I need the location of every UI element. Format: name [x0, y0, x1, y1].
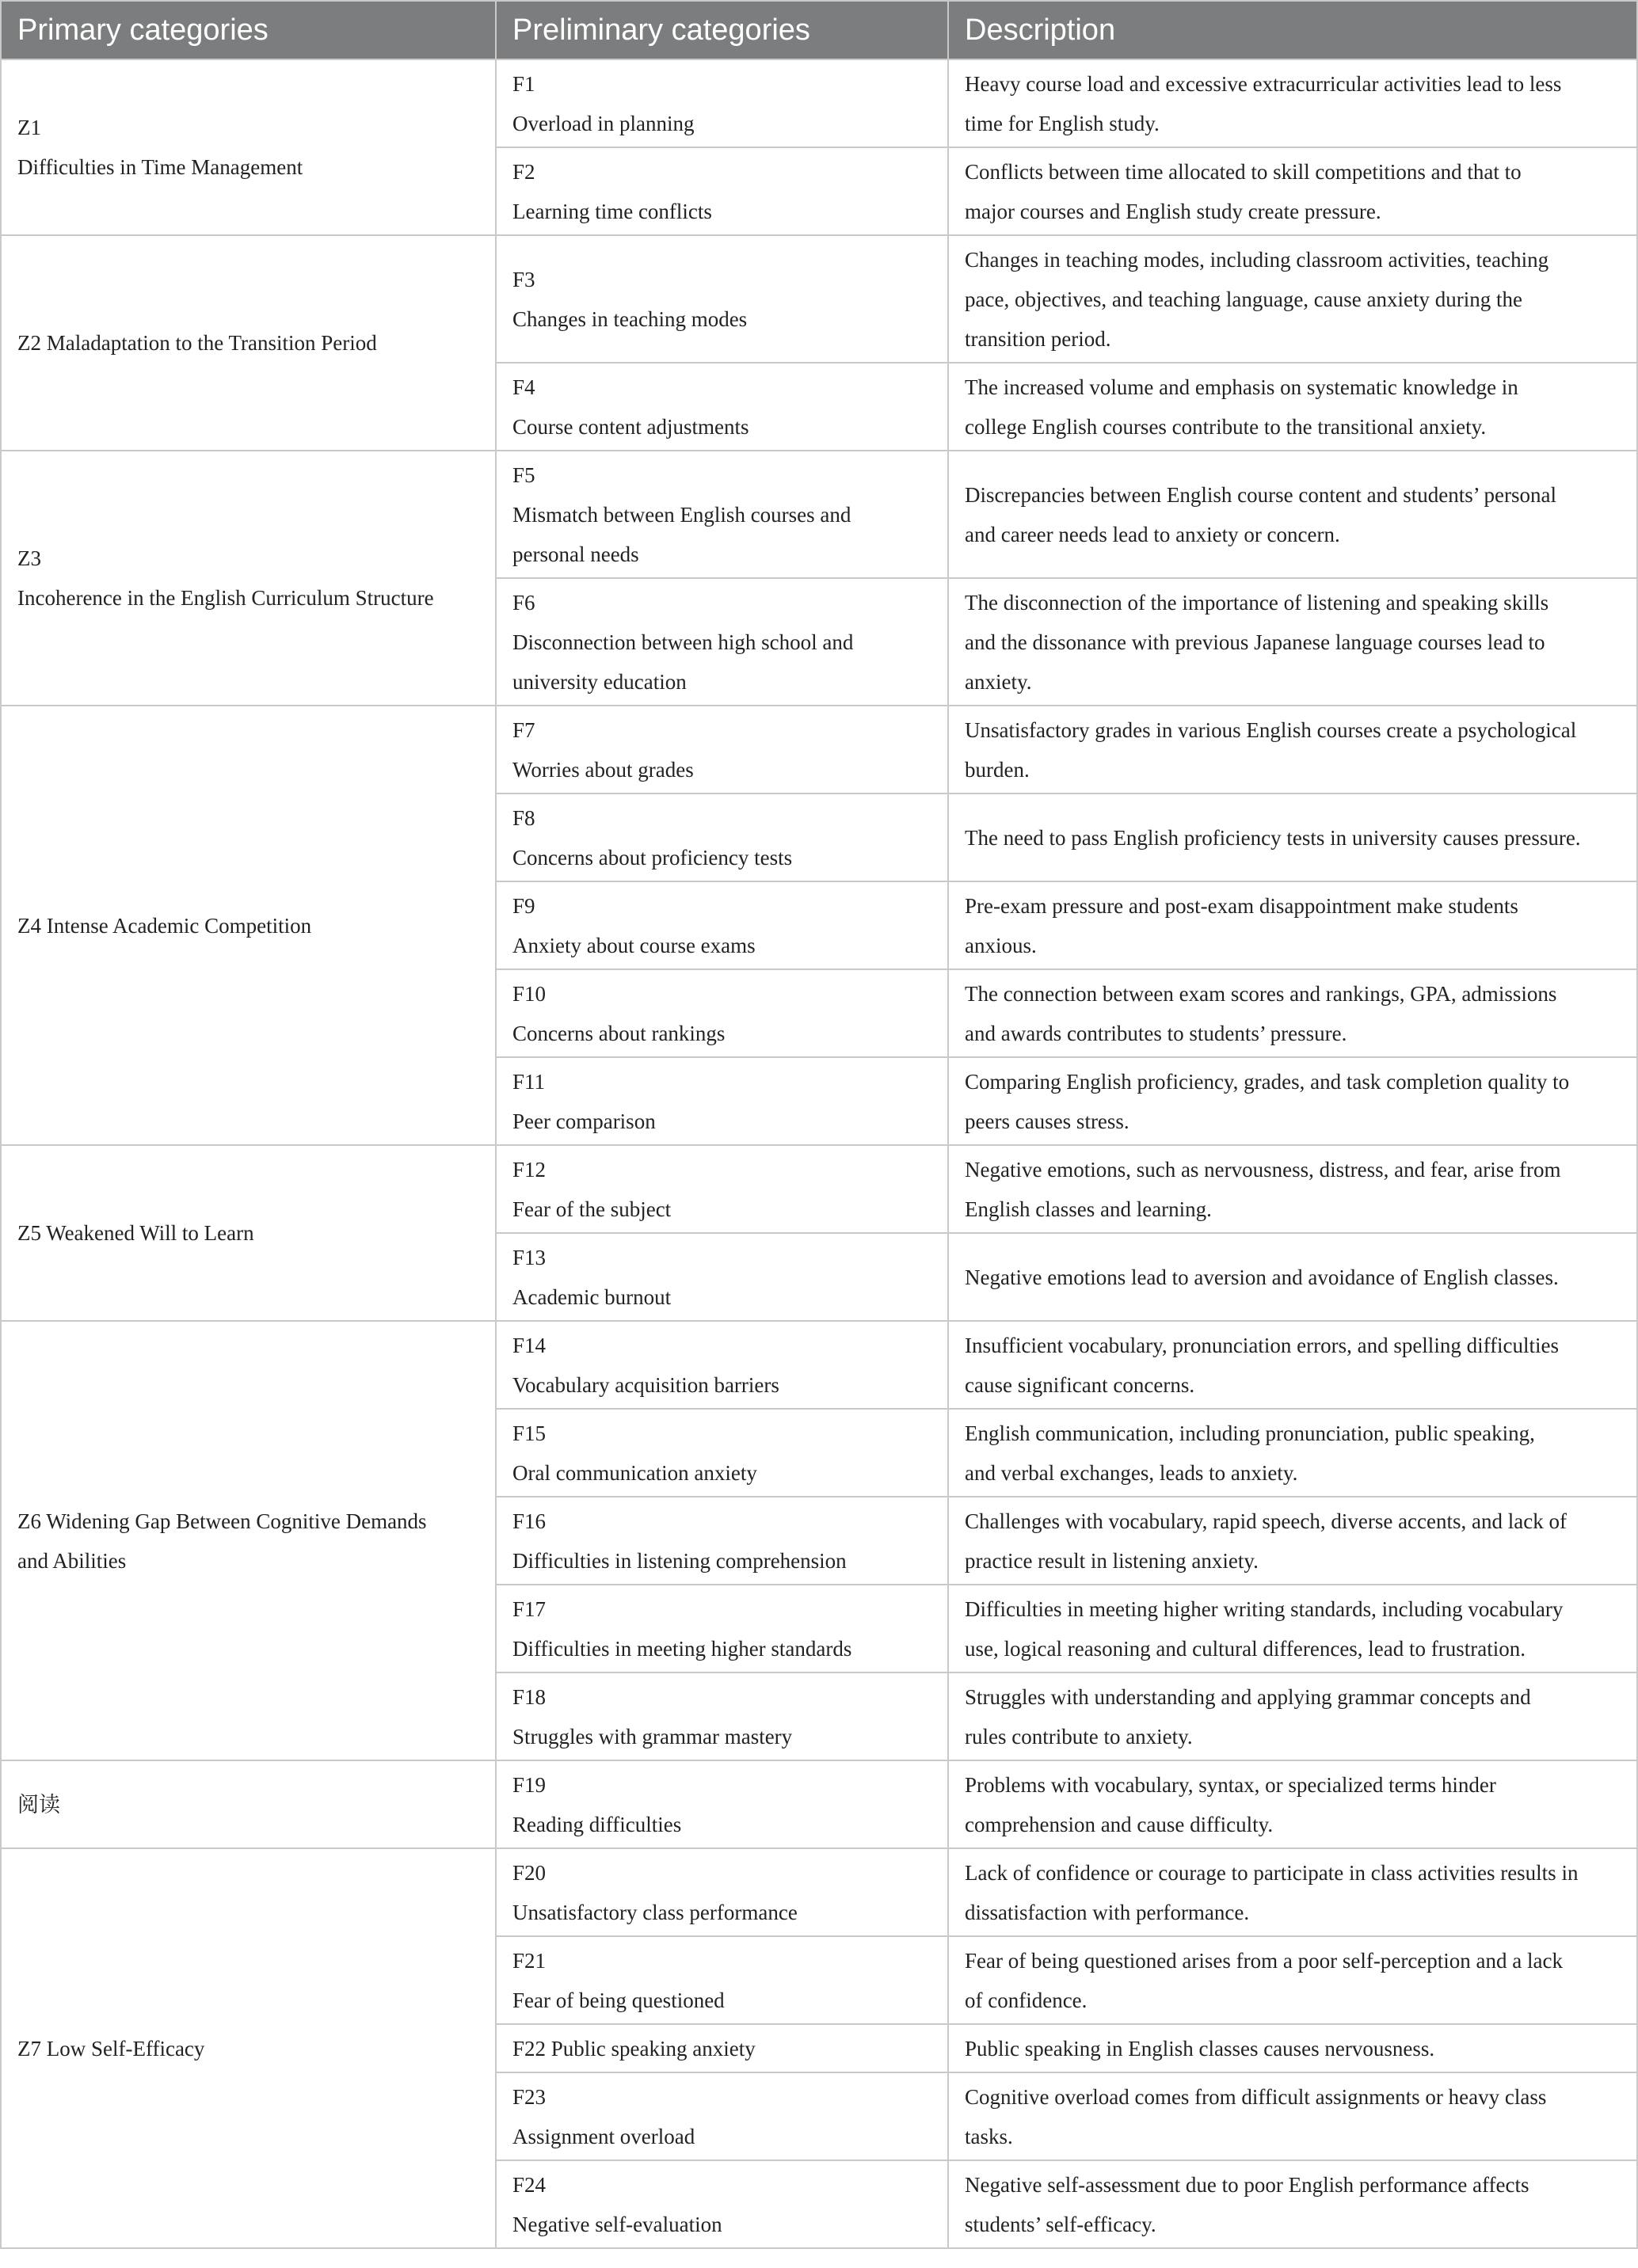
header-preliminary-categories: Preliminary categories — [496, 1, 948, 59]
preliminary-category-text: F13 — [512, 1245, 547, 1269]
preliminary-category-cell — [496, 59, 948, 147]
table-row — [1, 235, 1637, 363]
primary-category-cell — [1, 1760, 496, 1848]
description-text: Heavy course load and excessive extracurricular activities lead to less — [965, 71, 1562, 96]
description-text: and the dissonance with previous Japanese language courses lead to — [965, 630, 1545, 654]
preliminary-category-cell — [496, 1585, 948, 1672]
preliminary-category-cell — [496, 2160, 948, 2248]
preliminary-category-text: F19 — [512, 1772, 547, 1797]
description-text: practice result in listening anxiety. — [965, 1548, 1259, 1573]
preliminary-category-text: Struggles with grammar mastery — [512, 1724, 793, 1749]
table-body — [1, 59, 1637, 2248]
preliminary-category-text: personal needs — [512, 542, 639, 566]
preliminary-category-cell — [496, 706, 948, 793]
preliminary-category-cell — [496, 2024, 948, 2072]
description-text: The connection between exam scores and rankings, GPA, admissions — [965, 981, 1557, 1006]
preliminary-category-text: Anxiety about course exams — [512, 933, 756, 957]
preliminary-category-cell — [496, 2072, 948, 2160]
preliminary-category-text: university education — [512, 669, 687, 694]
description-text: Struggles with understanding and applying grammar concepts and — [965, 1684, 1531, 1709]
preliminary-category-text: F11 — [512, 1069, 546, 1094]
preliminary-category-cell — [496, 1321, 948, 1409]
description-cell — [948, 706, 1637, 793]
preliminary-category-text: F9 — [512, 893, 535, 918]
description-cell — [948, 59, 1637, 147]
preliminary-category-text: F1 — [512, 71, 535, 96]
preliminary-category-cell — [496, 1497, 948, 1585]
header-primary-categories: Primary categories — [1, 1, 496, 59]
description-cell — [948, 147, 1637, 235]
description-text: English communication, including pronunciation, public speaking, — [965, 1421, 1535, 1445]
preliminary-category-cell — [496, 578, 948, 706]
description-text: Challenges with vocabulary, rapid speech, diverse accents, and lack of — [965, 1509, 1567, 1533]
description-text: peers causes stress. — [965, 1109, 1129, 1133]
preliminary-category-text: Changes in teaching modes — [512, 306, 748, 331]
description-text: rules contribute to anxiety. — [965, 1724, 1193, 1749]
description-cell — [948, 1848, 1637, 1936]
description-text: use, logical reasoning and cultural differences, lead to frustration. — [965, 1636, 1526, 1661]
description-text: burden. — [965, 757, 1030, 782]
primary-category-cell — [1, 1145, 496, 1321]
description-cell — [948, 1497, 1637, 1585]
preliminary-category-text: Fear of the subject — [512, 1197, 672, 1221]
description-cell — [948, 2024, 1637, 2072]
primary-category-text: Z3 — [17, 546, 41, 570]
preliminary-category-cell — [496, 1145, 948, 1233]
preliminary-category-text: Mismatch between English courses and — [512, 502, 851, 527]
preliminary-category-text: Disconnection between high school and — [512, 630, 854, 654]
preliminary-category-text: Negative self-evaluation — [512, 2212, 722, 2236]
description-cell — [948, 793, 1637, 881]
description-text: major courses and English study create pressure. — [965, 199, 1381, 223]
preliminary-category-text: F16 — [512, 1509, 547, 1533]
preliminary-category-cell — [496, 235, 948, 363]
primary-category-cell — [1, 235, 496, 451]
description-text: students’ self-efficacy. — [965, 2212, 1156, 2236]
preliminary-category-cell — [496, 1672, 948, 1760]
description-cell — [948, 1760, 1637, 1848]
preliminary-category-text: Peer comparison — [512, 1109, 656, 1133]
table-row — [1, 1760, 1637, 1848]
primary-category-text: Z2 Maladaptation to the Transition Period — [17, 331, 377, 355]
preliminary-category-text: Reading difficulties — [512, 1812, 682, 1836]
preliminary-category-text: Unsatisfactory class performance — [512, 1900, 798, 1924]
preliminary-category-text: Difficulties in meeting higher standards — [512, 1636, 852, 1661]
preliminary-category-text: F2 — [512, 159, 535, 184]
preliminary-category-text: F6 — [512, 590, 535, 615]
preliminary-category-cell — [496, 969, 948, 1057]
preliminary-category-text: F20 — [512, 1860, 547, 1885]
preliminary-category-text: Worries about grades — [512, 757, 694, 782]
description-cell — [948, 235, 1637, 363]
description-text: transition period. — [965, 326, 1111, 351]
primary-category-text: Incoherence in the English Curriculum Structure — [17, 586, 434, 610]
preliminary-category-cell — [496, 793, 948, 881]
description-cell — [948, 2072, 1637, 2160]
description-text: dissatisfaction with performance. — [965, 1900, 1250, 1924]
primary-category-text: Difficulties in Time Management — [17, 155, 303, 179]
description-cell — [948, 1057, 1637, 1145]
primary-category-text: Z1 — [17, 116, 41, 139]
description-cell — [948, 1936, 1637, 2024]
description-text: Negative emotions, such as nervousness, distress, and fear, arise from — [965, 1157, 1561, 1182]
primary-category-text: and Abilities — [17, 1548, 127, 1573]
description-text: and awards contributes to students’ pressure. — [965, 1021, 1347, 1045]
primary-category-cell — [1, 706, 496, 1145]
preliminary-category-text: Difficulties in listening comprehension — [512, 1548, 847, 1573]
description-text: college English courses contribute to the transitional anxiety. — [965, 414, 1487, 439]
preliminary-category-cell — [496, 1760, 948, 1848]
description-cell — [948, 1321, 1637, 1409]
table-row — [1, 1321, 1637, 1409]
preliminary-category-cell — [496, 1057, 948, 1145]
description-text: and verbal exchanges, leads to anxiety. — [965, 1460, 1298, 1485]
description-text: Negative emotions lead to aversion and avoidance of English classes. — [965, 1265, 1559, 1289]
preliminary-category-text: F7 — [512, 717, 535, 742]
description-text: Cognitive overload comes from difficult assignments or heavy class — [965, 2084, 1547, 2109]
description-cell — [948, 578, 1637, 706]
description-text: Problems with vocabulary, syntax, or specialized terms hinder — [965, 1772, 1496, 1797]
preliminary-category-text: F5 — [512, 462, 535, 487]
primary-category-cell — [1, 1321, 496, 1760]
preliminary-category-text: Academic burnout — [512, 1284, 672, 1309]
description-cell — [948, 2160, 1637, 2248]
primary-category-text: 阅读 — [17, 1792, 60, 1817]
description-cell — [948, 1233, 1637, 1321]
preliminary-category-text: F3 — [512, 267, 535, 291]
description-text: anxiety. — [965, 669, 1032, 694]
preliminary-category-cell — [496, 363, 948, 451]
preliminary-category-text: F4 — [512, 375, 535, 399]
preliminary-category-text: Vocabulary acquisition barriers — [512, 1372, 779, 1397]
primary-category-text: Z4 Intense Academic Competition — [17, 913, 312, 938]
preliminary-category-cell — [496, 1233, 948, 1321]
preliminary-category-cell — [496, 1936, 948, 2024]
preliminary-category-text: F22 Public speaking anxiety — [512, 2036, 756, 2061]
description-text: Lack of confidence or courage to participate in class activities results in — [965, 1860, 1579, 1885]
preliminary-category-text: F14 — [512, 1333, 547, 1357]
preliminary-category-text: F18 — [512, 1684, 547, 1709]
description-text: and career needs lead to anxiety or concern. — [965, 522, 1340, 546]
preliminary-category-text: F17 — [512, 1596, 547, 1621]
preliminary-category-text: Oral communication anxiety — [512, 1460, 757, 1485]
preliminary-category-cell — [496, 451, 948, 578]
preliminary-category-text: F15 — [512, 1421, 547, 1445]
primary-category-cell — [1, 1848, 496, 2248]
description-text: Comparing English proficiency, grades, and task completion quality to — [965, 1069, 1570, 1094]
preliminary-category-text: F12 — [512, 1157, 547, 1182]
preliminary-category-text: Course content adjustments — [512, 414, 749, 439]
preliminary-category-text: Fear of being questioned — [512, 1988, 725, 2012]
preliminary-category-text: Overload in planning — [512, 111, 695, 135]
preliminary-category-text: F10 — [512, 981, 547, 1006]
description-text: Public speaking in English classes causes nervousness. — [965, 2036, 1435, 2061]
preliminary-category-text: Concerns about rankings — [512, 1021, 726, 1045]
table-row — [1, 59, 1637, 147]
preliminary-category-cell — [496, 1848, 948, 1936]
description-cell — [948, 1145, 1637, 1233]
primary-category-cell — [1, 59, 496, 235]
description-text: pace, objectives, and teaching language, cause anxiety during the — [965, 287, 1522, 311]
description-text: comprehension and cause difficulty. — [965, 1812, 1274, 1836]
table-row — [1, 1145, 1637, 1233]
description-text: tasks. — [965, 2124, 1013, 2148]
preliminary-category-text: F24 — [512, 2172, 547, 2197]
description-cell — [948, 969, 1637, 1057]
description-cell — [948, 363, 1637, 451]
preliminary-category-text: F21 — [512, 1948, 547, 1973]
preliminary-category-text: F23 — [512, 2084, 547, 2109]
description-text: Changes in teaching modes, including classroom activities, teaching — [965, 247, 1549, 272]
description-text: Insufficient vocabulary, pronunciation errors, and spelling difficulties — [965, 1333, 1560, 1357]
description-cell — [948, 451, 1637, 578]
description-text: Negative self-assessment due to poor English performance affects — [965, 2172, 1529, 2197]
preliminary-category-cell — [496, 147, 948, 235]
header-row — [1, 1, 1637, 59]
preliminary-category-cell — [496, 1409, 948, 1497]
description-text: The disconnection of the importance of listening and speaking skills — [965, 590, 1549, 615]
primary-category-cell — [1, 451, 496, 706]
description-text: Pre-exam pressure and post-exam disappointment make students — [965, 893, 1518, 918]
description-text: Fear of being questioned arises from a poor self-perception and a lack — [965, 1948, 1563, 1973]
description-text: The need to pass English proficiency tests in university causes pressure. — [965, 825, 1581, 850]
description-text: time for English study. — [965, 111, 1160, 135]
primary-category-text: Z6 Widening Gap Between Cognitive Demands — [17, 1509, 427, 1533]
description-text: Unsatisfactory grades in various English courses create a psychological — [965, 717, 1577, 742]
description-text: The increased volume and emphasis on systematic knowledge in — [965, 375, 1518, 399]
description-text: Difficulties in meeting higher writing standards, including vocabulary — [965, 1596, 1564, 1621]
preliminary-category-text: Learning time conflicts — [512, 199, 712, 223]
preliminary-category-cell — [496, 881, 948, 969]
table-row — [1, 451, 1637, 578]
description-text: cause significant concerns. — [965, 1372, 1195, 1397]
primary-category-text: Z7 Low Self-Efficacy — [17, 2036, 205, 2061]
table-row — [1, 1848, 1637, 1936]
description-text: English classes and learning. — [965, 1197, 1212, 1221]
description-cell — [948, 1672, 1637, 1760]
description-text: Discrepancies between English course content and students’ personal — [965, 482, 1557, 507]
preliminary-category-text: Assignment overload — [512, 2124, 695, 2148]
preliminary-category-text: F8 — [512, 805, 535, 830]
description-cell — [948, 1585, 1637, 1672]
primary-category-text: Z5 Weakened Will to Learn — [17, 1221, 254, 1245]
header-description: Description — [948, 1, 1637, 59]
preliminary-category-text: Concerns about proficiency tests — [512, 845, 793, 870]
description-cell — [948, 1409, 1637, 1497]
description-text: Conflicts between time allocated to skill competitions and that to — [965, 159, 1522, 184]
table-row — [1, 706, 1637, 793]
description-text: of confidence. — [965, 1988, 1088, 2012]
description-cell — [948, 881, 1637, 969]
description-text: anxious. — [965, 933, 1037, 957]
